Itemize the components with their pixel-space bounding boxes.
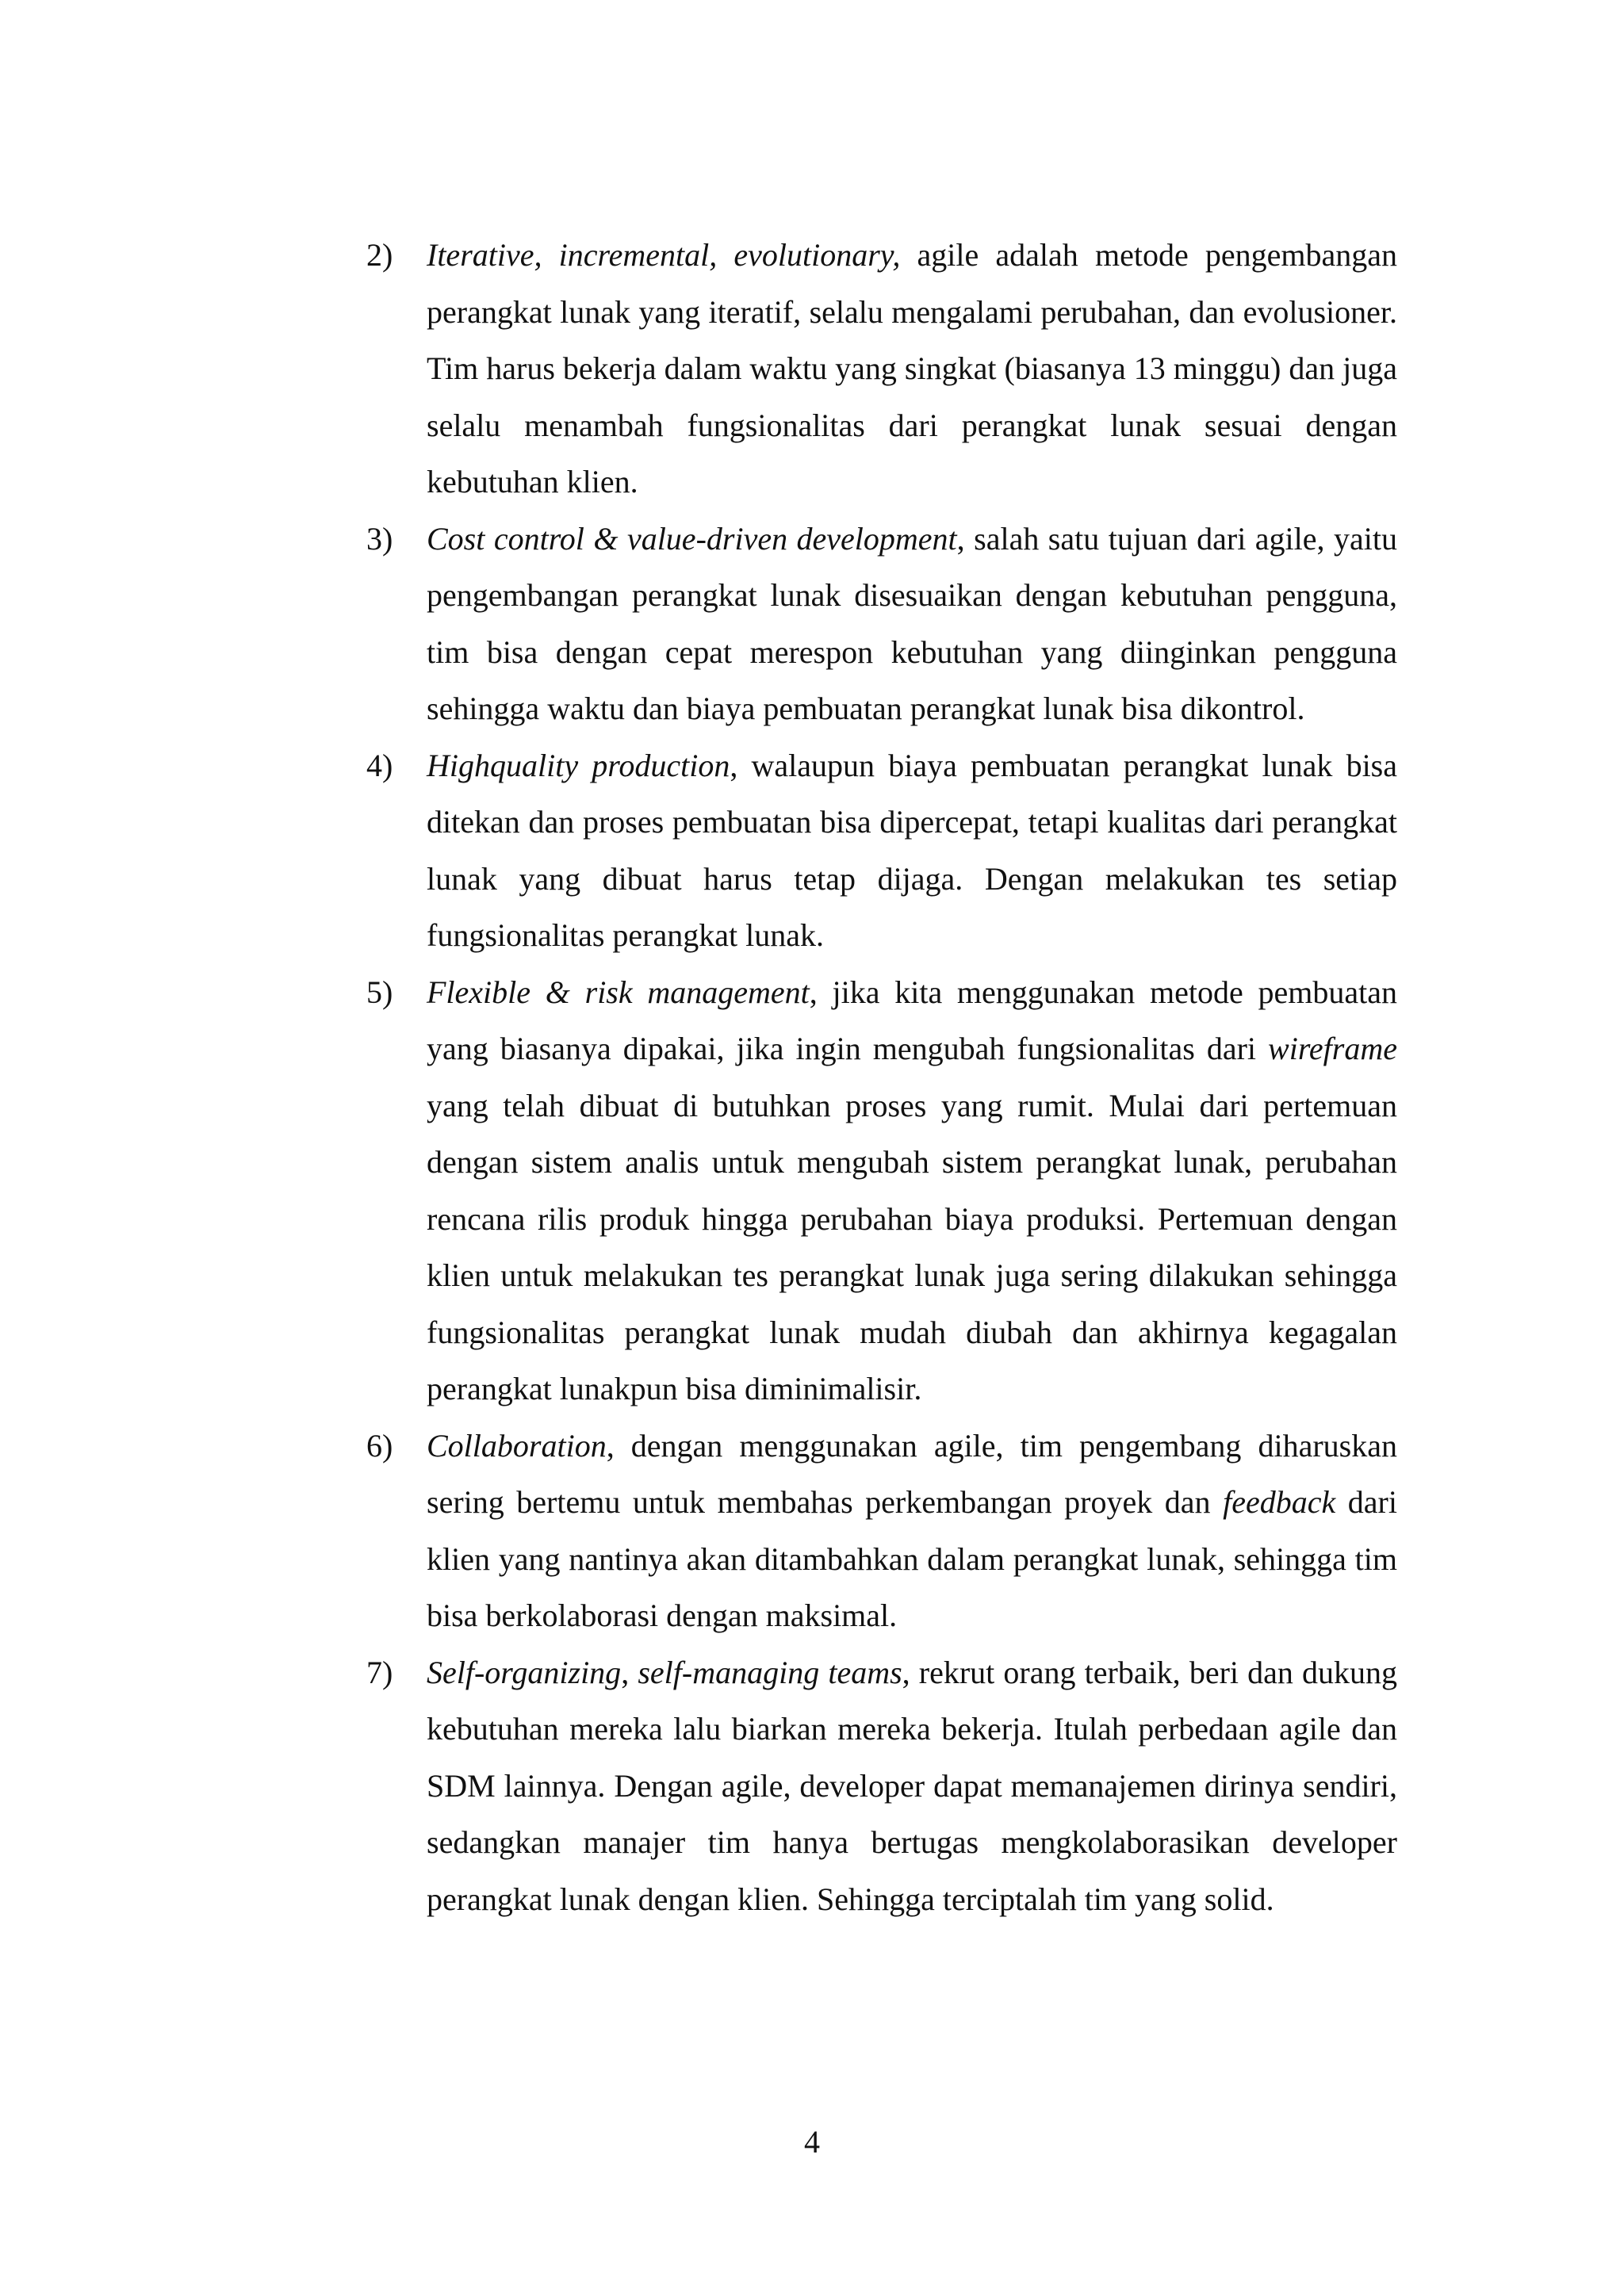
list-item-term: Highquality production (427, 747, 730, 783)
list-item-term: Flexible & risk management (427, 974, 810, 1010)
list-item (366, 1644, 1397, 1928)
list-item-body: , (621, 1654, 638, 1690)
list-item (366, 227, 1397, 511)
list-item-text (427, 511, 1397, 737)
list-item-term-inline: feedback (1223, 1484, 1336, 1520)
list-item-body: , walaupun biaya pembuatan perangkat lunak bisa ditekan dan proses pembuatan bisa dipercepat, tetapi kualitas dari perangkat lunak yang dibuat harus tetap dijaga. Dengan melakukan tes setiap fungsionalitas perangkat lunak. (427, 747, 1398, 953)
list-item (366, 737, 1397, 964)
list-item-term: Self-organizing (427, 1654, 622, 1690)
list-item-number: 7) (366, 1654, 393, 1690)
list-item-body: , jika kita menggunakan metode pembuatan yang biasanya dipakai, jika ingin mengubah fungsionalitas dari (427, 974, 1398, 1066)
list-item-body-continued: yang telah dibuat di butuhkan proses yang rumit. Mulai dari pertemuan dengan sistem analis untuk mengubah sistem perangkat lunak, perubahan rencana rilis produk hingga perubahan biaya produksi. Pertemuan dengan klien untuk melakukan tes perangkat lunak juga sering dilakukan sehingga fungsionalitas perangkat lunak mudah diubah dan akhirnya kegagalan perangkat lunakpun bisa diminimalisir. (427, 1087, 1397, 1406)
list-item-text (427, 964, 1397, 1418)
list-item (366, 1418, 1397, 1644)
list-item (366, 964, 1397, 1418)
list-item (366, 511, 1397, 737)
list-item-number: 2) (366, 237, 393, 273)
list-item-number: 3) (366, 520, 393, 557)
list-item-number: 5) (366, 974, 393, 1010)
list-item-body: agile adalah metode pengembangan perangkat lunak yang iteratif, selalu mengalami perubahan, dan evolusioner. Tim harus bekerja dalam waktu yang singkat (biasanya 13 minggu) dan juga selalu menambah fungsionalitas dari perangkat lunak sesuai dengan kebutuhan klien. (427, 237, 1397, 499)
list-item-term-inline: wireframe (1268, 1031, 1397, 1066)
page-number: 4 (804, 2124, 820, 2160)
list-item-body-continued: , rekrut orang terbaik, beri dan dukung kebutuhan mereka lalu biarkan mereka bekerja. Itulah perbedaan agile dan SDM lainnya. Dengan agile, developer dapat memanajemen dirinya sendiri, sedangkan manajer tim hanya bertugas mengkolaborasikan developer perangkat lunak dengan klien. Sehingga terciptalah tim yang solid. (427, 1654, 1398, 1917)
list-item-term-inline: self-managing teams (638, 1654, 902, 1690)
list-item-text (427, 1418, 1397, 1644)
list-item-text (427, 227, 1397, 511)
list-item-text (427, 1644, 1397, 1928)
list-item-term: Collaboration (427, 1427, 607, 1464)
list-item-body: , salah satu tujuan dari agile, yaitu pengembangan perangkat lunak disesuaikan dengan kebutuhan pengguna, tim bisa dengan cepat merespon kebutuhan yang diinginkan pengguna sehingga waktu dan biaya pembuatan perangkat lunak bisa dikontrol. (427, 520, 1397, 726)
numbered-list (366, 227, 1397, 1927)
list-item-body: , dengan menggunakan agile, tim pengembang diharuskan sering bertemu untuk membahas perkembangan proyek dan (427, 1427, 1397, 1520)
list-item-term: Iterative, incremental, evolutionary, (427, 237, 901, 273)
list-item-term: Cost control & value-driven development (427, 520, 957, 557)
list-item-number: 4) (366, 747, 393, 783)
list-item-body-continued: dari klien yang nantinya akan ditambahkan dalam perangkat lunak, sehingga tim bisa berkolaborasi dengan maksimal. (427, 1484, 1397, 1633)
list-item-number: 6) (366, 1427, 393, 1464)
list-item-text (427, 737, 1397, 964)
